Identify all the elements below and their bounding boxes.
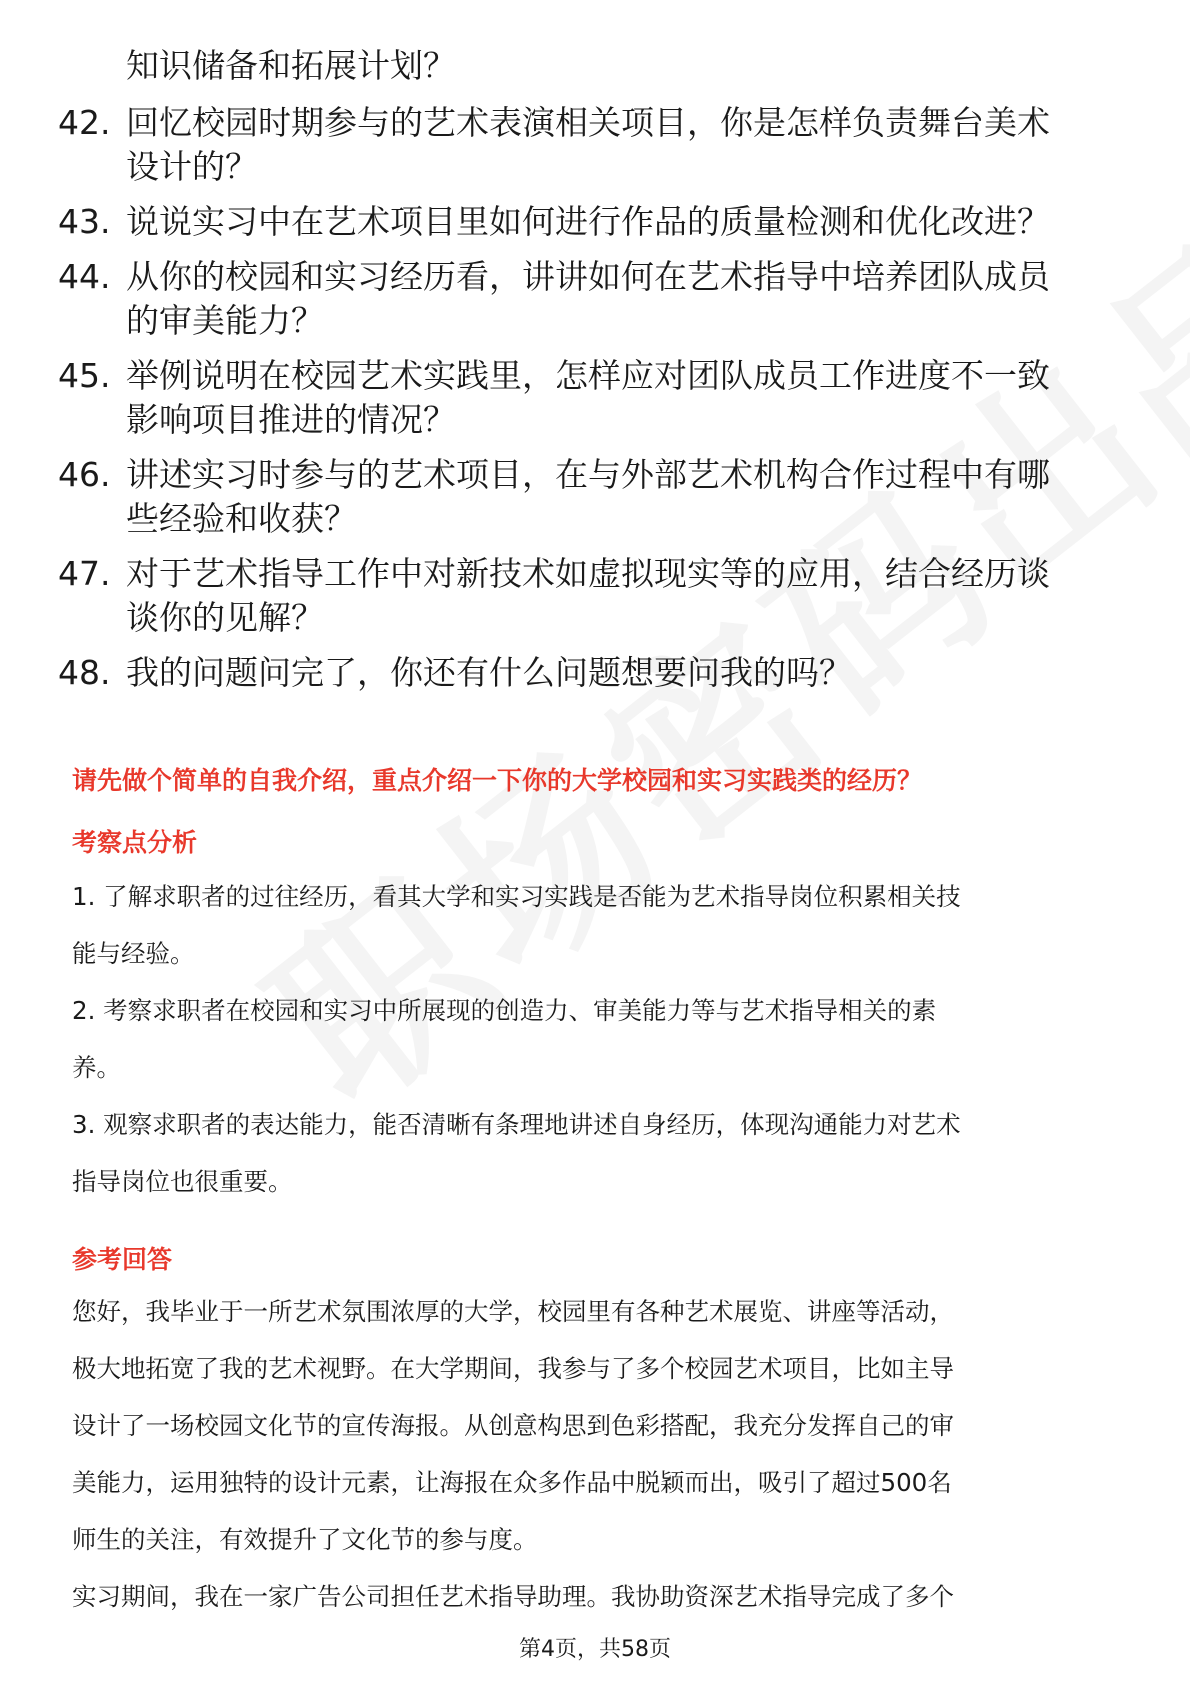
question-text: 知识储备和拓展计划？ — [126, 46, 456, 85]
answer-title: 参考回答 — [72, 1245, 173, 1274]
answer-body — [72, 1283, 1122, 1625]
question-line: 回忆校园时期参与的艺术表演相关项目，你是怎样负责舞台美术 — [126, 103, 1050, 142]
question-line: 设计的？ — [126, 147, 258, 186]
list-item — [58, 255, 1128, 343]
question-number: 45. — [58, 356, 111, 395]
answer-line: 美能力，运用独特的设计元素，让海报在众多作品中脱颖而出，吸引了超过500名 — [72, 1468, 952, 1497]
question-line: 影响项目推进的情况？ — [126, 400, 456, 439]
analysis-line: 养。 — [72, 1053, 121, 1082]
answer-line: 设计了一场校园文化节的宣传海报。从创意构思到色彩搭配，我充分发挥自己的审 — [72, 1411, 954, 1440]
question-line: 举例说明在校园艺术实践里，怎样应对团队成员工作进度不一致 — [126, 356, 1050, 395]
question-number: 43. — [58, 202, 111, 241]
question-number: 48. — [58, 653, 111, 692]
question-number: 47. — [58, 554, 111, 593]
question-line: 说说实习中在艺术项目里如何进行作品的质量检测和优化改进？ — [126, 202, 1050, 241]
analysis-line: 1. 了解求职者的过往经历，看其大学和实习实践是否能为艺术指导岗位积累相关技 — [72, 882, 961, 911]
analysis-line: 2. 考察求职者在校园和实习中所展现的创造力、审美能力等与艺术指导相关的素 — [72, 996, 937, 1025]
answer-line: 极大地拓宽了我的艺术视野。在大学期间，我参与了多个校园艺术项目，比如主导 — [72, 1354, 954, 1383]
page-footer: 第4页，共58页 — [519, 1637, 671, 1662]
analysis-title: 考察点分析 — [72, 828, 198, 857]
list-item — [58, 651, 1128, 695]
answer-line: 实习期间，我在一家广告公司担任艺术指导助理。我协助资深艺术指导完成了多个 — [72, 1582, 954, 1611]
question-line: 我的问题问完了，你还有什么问题想要问我的吗？ — [126, 653, 852, 692]
list-item — [58, 44, 1128, 88]
analysis-line: 3. 观察求职者的表达能力，能否清晰有条理地讲述自身经历，体现沟通能力对艺术 — [72, 1110, 961, 1139]
question-number: 46. — [58, 455, 111, 494]
question-heading: 请先做个简单的自我介绍，重点介绍一下你的大学校园和实习实践类的经历？ — [72, 766, 923, 795]
question-line: 对于艺术指导工作中对新技术如虚拟现实等的应用，结合经历谈 — [126, 554, 1050, 593]
question-number: 44. — [58, 257, 111, 296]
question-list — [58, 44, 1128, 706]
question-line: 讲述实习时参与的艺术项目，在与外部艺术机构合作过程中有哪 — [126, 455, 1050, 494]
question-number: 42. — [58, 103, 111, 142]
analysis-line: 能与经验。 — [72, 939, 195, 968]
answer-line: 师生的关注，有效提升了文化节的参与度。 — [72, 1525, 538, 1554]
list-item — [58, 453, 1128, 541]
list-item — [58, 101, 1128, 189]
question-line: 些经验和收获？ — [126, 499, 357, 538]
analysis-line: 指导岗位也很重要。 — [72, 1167, 293, 1196]
question-line: 谈你的见解？ — [126, 598, 324, 637]
analysis-body — [72, 868, 1122, 1210]
question-line: 的审美能力？ — [126, 301, 324, 340]
list-item — [58, 200, 1128, 244]
question-line: 从你的校园和实习经历看，讲讲如何在艺术指导中培养团队成员 — [126, 257, 1050, 296]
list-item — [58, 552, 1128, 640]
answer-line: 您好，我毕业于一所艺术氛围浓厚的大学，校园里有各种艺术展览、讲座等活动， — [72, 1297, 954, 1326]
list-item — [58, 354, 1128, 442]
